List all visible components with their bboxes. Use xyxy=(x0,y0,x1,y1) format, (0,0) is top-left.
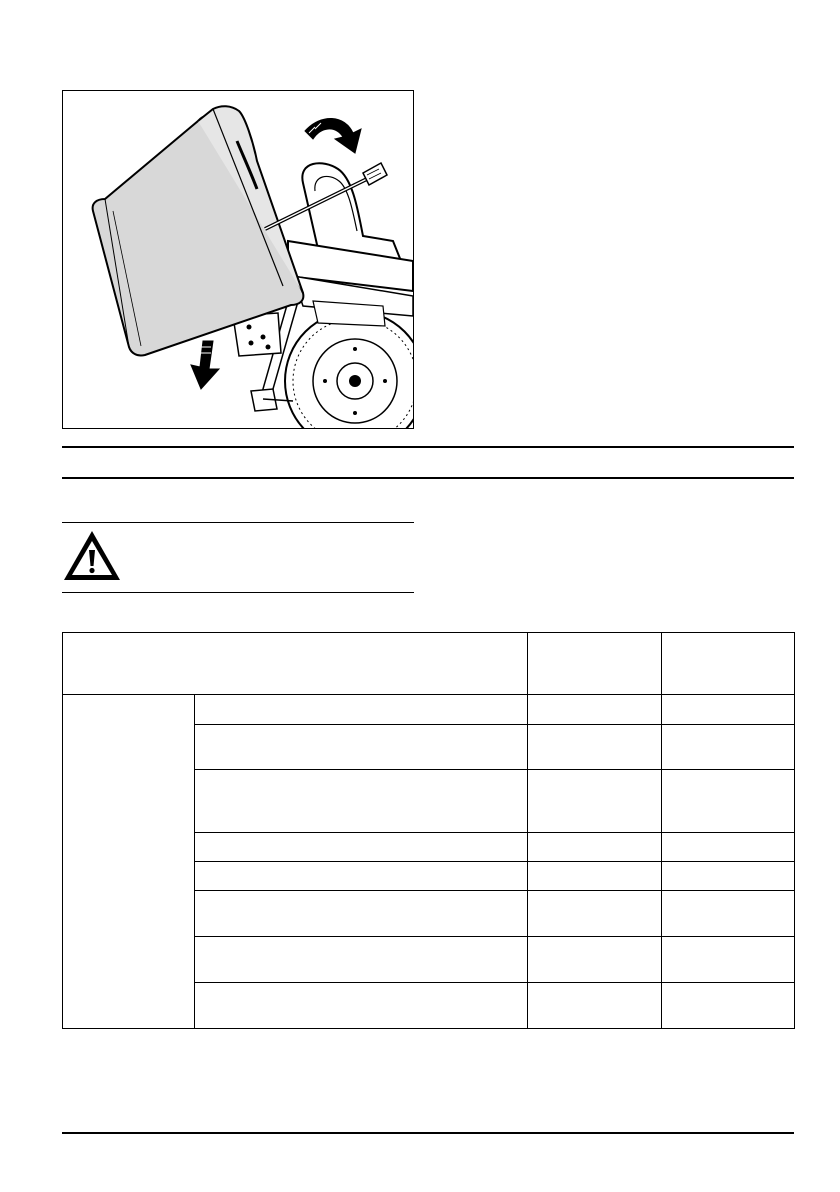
warning-top-line xyxy=(62,522,414,523)
warning-triangle-icon xyxy=(62,528,122,584)
illustration-frame xyxy=(62,90,414,429)
table-cell xyxy=(662,725,795,770)
section-rule-bottom xyxy=(62,477,794,479)
rear-wheel xyxy=(285,311,413,428)
table-cell xyxy=(662,937,795,983)
table-cell xyxy=(662,983,795,1029)
table-cell xyxy=(195,983,528,1029)
table-cell xyxy=(662,833,795,862)
table-cell xyxy=(195,770,528,833)
table-cell xyxy=(662,862,795,891)
down-arrow-icon xyxy=(191,341,219,389)
table-cell xyxy=(528,983,662,1029)
warning-box xyxy=(62,522,414,593)
table-cell xyxy=(662,695,795,725)
section-rule-top xyxy=(62,446,794,448)
table-cell xyxy=(528,937,662,983)
table-cell xyxy=(195,862,528,891)
table-cell xyxy=(662,891,795,937)
curved-arrow-icon xyxy=(305,118,361,153)
table-cell xyxy=(662,770,795,833)
table-header-cell xyxy=(662,633,795,695)
warning-bottom-line xyxy=(62,592,414,593)
mower-collector-tilt-illustration xyxy=(63,91,413,428)
table-cell xyxy=(528,725,662,770)
table-cell xyxy=(195,833,528,862)
table-cell xyxy=(528,862,662,891)
table-group-label xyxy=(63,695,195,1029)
table-header-row xyxy=(63,633,795,695)
table-cell xyxy=(528,770,662,833)
table-row xyxy=(63,695,795,725)
table-cell xyxy=(528,695,662,725)
footer-rule xyxy=(62,1132,794,1134)
maintenance-table xyxy=(62,632,795,1029)
table-cell xyxy=(195,891,528,937)
table-header-cell xyxy=(63,633,528,695)
table-header-cell xyxy=(528,633,662,695)
table-cell xyxy=(195,937,528,983)
table-cell xyxy=(528,891,662,937)
table-cell xyxy=(528,833,662,862)
table-cell xyxy=(195,695,528,725)
table-cell xyxy=(195,725,528,770)
